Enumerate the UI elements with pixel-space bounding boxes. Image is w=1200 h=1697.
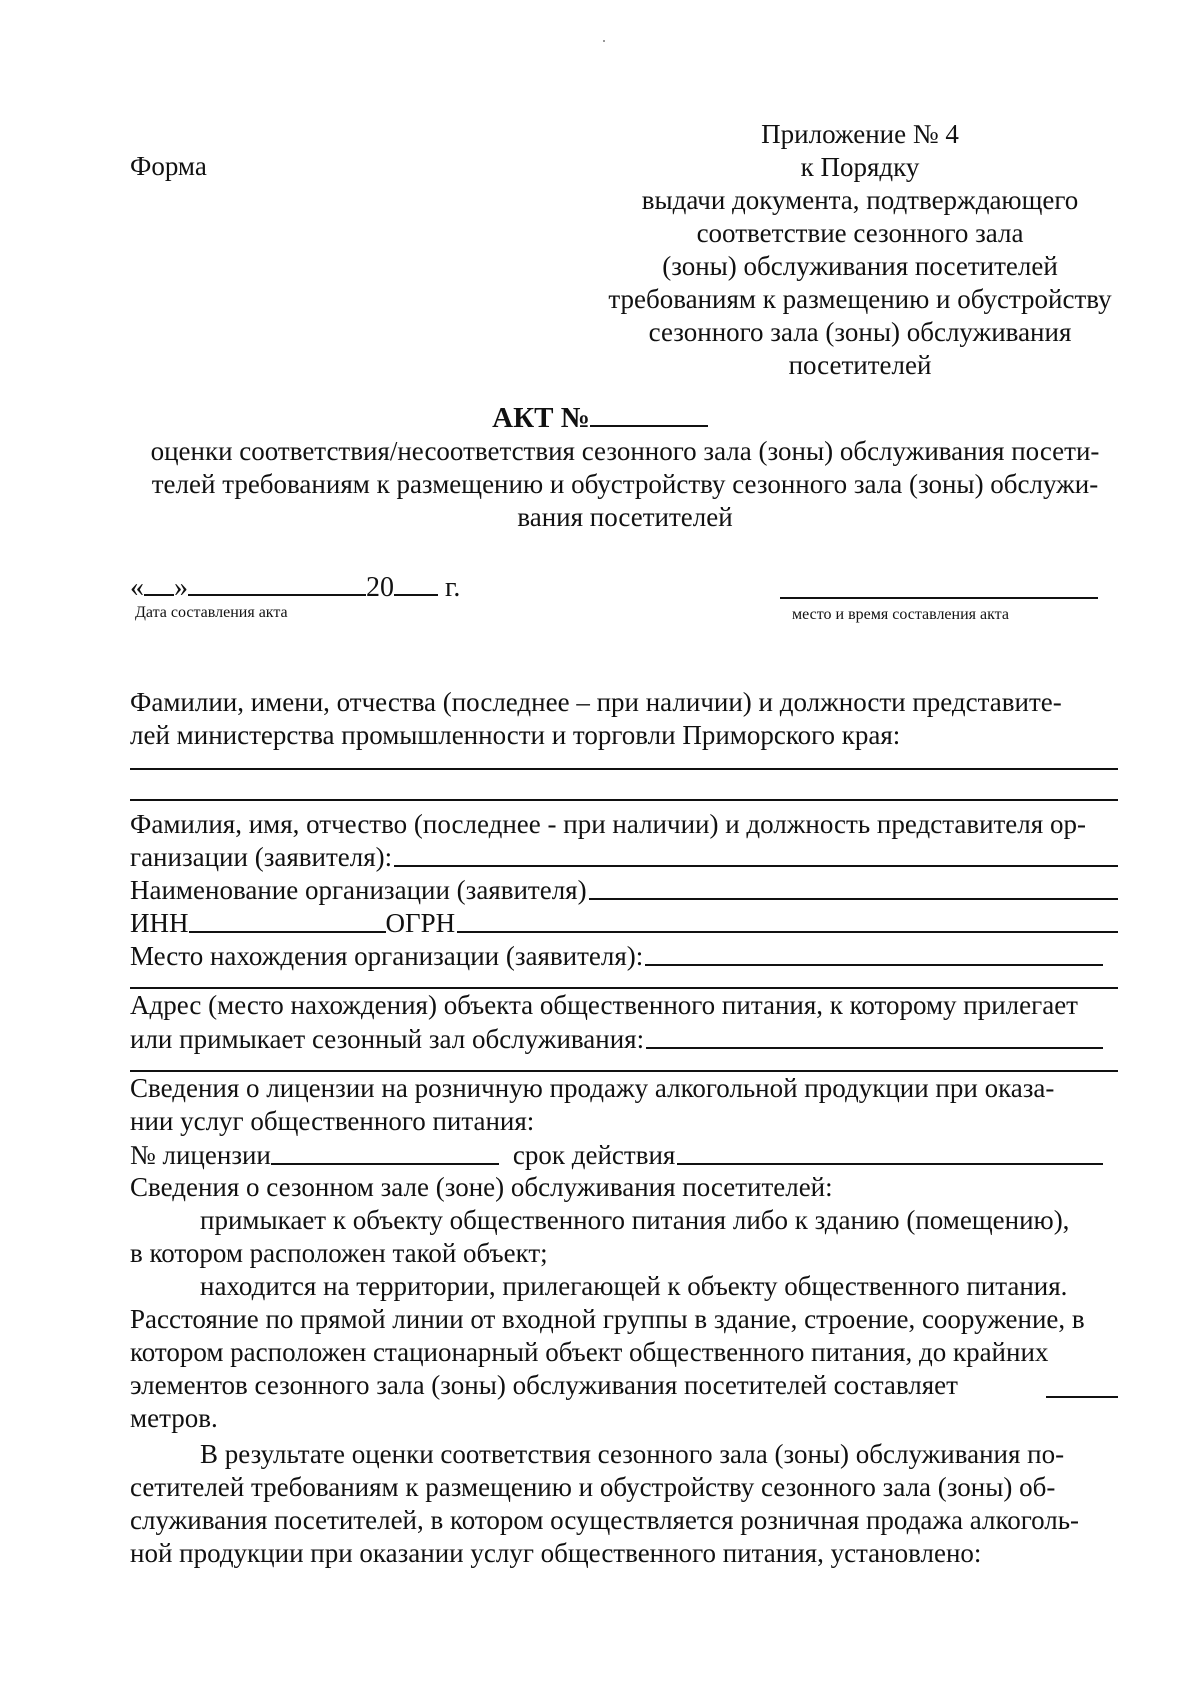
fill-line xyxy=(130,799,1118,801)
text-line: ганизации (заявителя): xyxy=(130,842,393,872)
para-located xyxy=(130,1270,1118,1435)
place-time-blank xyxy=(780,597,1098,599)
appendix-line: посетителей xyxy=(788,350,932,380)
text-line: в котором расположен такой объект; xyxy=(130,1238,548,1268)
place-caption: место и время составления акта xyxy=(792,606,1009,623)
text-line: Расстояние по прямой линии от входной группы в здание, строение, сооружение, в xyxy=(130,1304,1085,1334)
day-blank xyxy=(144,568,174,596)
ogrn-blank xyxy=(457,931,1118,933)
act-number-blank xyxy=(590,399,708,427)
text-line: служивания посетителей, в котором осуществляется розничная продажа алкоголь- xyxy=(130,1505,1080,1535)
applicant-rep-row xyxy=(130,840,1118,873)
year-prefix: 20 xyxy=(366,572,394,603)
distance-line xyxy=(130,1369,1118,1402)
license-label xyxy=(130,1072,1118,1138)
org-location-label: Место нахождения организации (заявителя): xyxy=(130,941,644,971)
year-suffix: г. xyxy=(445,572,461,603)
license-term-label: срок действия xyxy=(512,1140,676,1170)
address-row xyxy=(130,1022,1103,1055)
inn-label: ИНН xyxy=(130,908,189,938)
appendix-line: Приложение № 4 xyxy=(761,119,959,149)
fill-line xyxy=(130,768,1118,770)
season-hall-label: Сведения о сезонном зале (зоне) обслуживания посетителей: xyxy=(130,1172,833,1202)
appendix-line: к Порядку xyxy=(800,152,920,182)
act-subtitle xyxy=(130,435,1120,534)
month-blank xyxy=(188,568,366,596)
text-line: или примыкает сезонный зал обслуживания: xyxy=(130,1024,645,1054)
act-title xyxy=(0,399,1200,434)
fill-line xyxy=(645,964,1103,966)
appendix-line: выдачи документа, подтверждающего xyxy=(641,185,1079,215)
org-location-row xyxy=(130,939,1103,972)
para-adjoins xyxy=(130,1204,1118,1270)
fill-line xyxy=(394,865,1118,867)
appendix-line: сезонного зала (зоны) обслуживания xyxy=(648,317,1072,347)
subtitle-line: телей требованиям к размещению и обустройству сезонного зала (зоны) обслужи- xyxy=(151,469,1099,499)
text-line: метров. xyxy=(130,1403,218,1433)
appendix-line: требованиям к размещению и обустройству xyxy=(608,284,1112,314)
fill-line xyxy=(646,1047,1103,1049)
year-blank xyxy=(394,568,438,596)
text-line: лей министерства промышленности и торговли Приморского края: xyxy=(130,720,901,750)
date-caption: Дата составления акта xyxy=(135,604,288,621)
representatives-label xyxy=(130,686,1118,752)
scan-speck xyxy=(603,40,605,42)
text-line: Фамилия, имя, отчество (последнее - при наличии) и должность представителя ор- xyxy=(130,809,1086,839)
date-row xyxy=(130,568,460,604)
license-no-blank xyxy=(271,1163,499,1165)
text-line: ной продукции при оказании услуг общественного питания, установлено: xyxy=(130,1538,982,1568)
text-line: примыкает к объекту общественного питания либо к зданию (помещению), xyxy=(200,1205,1070,1235)
subtitle-line: вания посетителей xyxy=(517,502,733,532)
date-open-quote: « xyxy=(130,572,144,603)
text-line: котором расположен стационарный объект общественного питания, до крайних xyxy=(130,1337,1049,1367)
ogrn-label: ОГРН xyxy=(385,908,456,938)
text-line: Адрес (место нахождения) объекта общественного питания, к которому прилегает xyxy=(130,990,1078,1020)
appendix-line: (зоны) обслуживания посетителей xyxy=(662,251,1058,281)
text-line: нии услуг общественного питания: xyxy=(130,1106,535,1136)
inn-blank xyxy=(189,931,386,933)
text-line: находится на территории, прилегающей к объекту общественного питания. xyxy=(200,1271,1068,1301)
text-line: сетителей требованиям к размещению и обустройству сезонного зала (зоны) об- xyxy=(130,1472,1056,1502)
org-name-label: Наименование организации (заявителя) xyxy=(130,875,587,905)
subtitle-line: оценки соответствия/несоответствия сезонного зала (зоны) обслуживания посети- xyxy=(150,436,1100,466)
act-title-text: АКТ № xyxy=(492,402,590,434)
fill-line xyxy=(589,898,1118,900)
license-term-blank xyxy=(677,1163,1103,1165)
org-name-row xyxy=(130,873,1118,906)
text-line: элементов сезонного зала (зоны) обслуживания посетителей составляет xyxy=(130,1370,958,1400)
license-no-label: № лицензии xyxy=(130,1140,271,1170)
para-result xyxy=(130,1438,1118,1570)
distance-blank xyxy=(1046,1370,1118,1398)
appendix-block xyxy=(580,118,1140,382)
appendix-line: соответствие сезонного зала xyxy=(696,218,1024,248)
license-row xyxy=(130,1138,1103,1171)
address-label xyxy=(130,989,1118,1022)
text-line: В результате оценки соответствия сезонного зала (зоны) обслуживания по- xyxy=(200,1439,1065,1469)
form-label: Форма xyxy=(130,151,207,181)
inn-ogrn-row xyxy=(130,906,1118,939)
date-close-quote: » xyxy=(174,572,188,603)
text-line: Фамилии, имени, отчества (последнее – при наличии) и должности представите- xyxy=(130,687,1062,717)
text-line: Сведения о лицензии на розничную продажу алкогольной продукции при оказа- xyxy=(130,1073,1055,1103)
applicant-rep-label xyxy=(130,808,1118,841)
